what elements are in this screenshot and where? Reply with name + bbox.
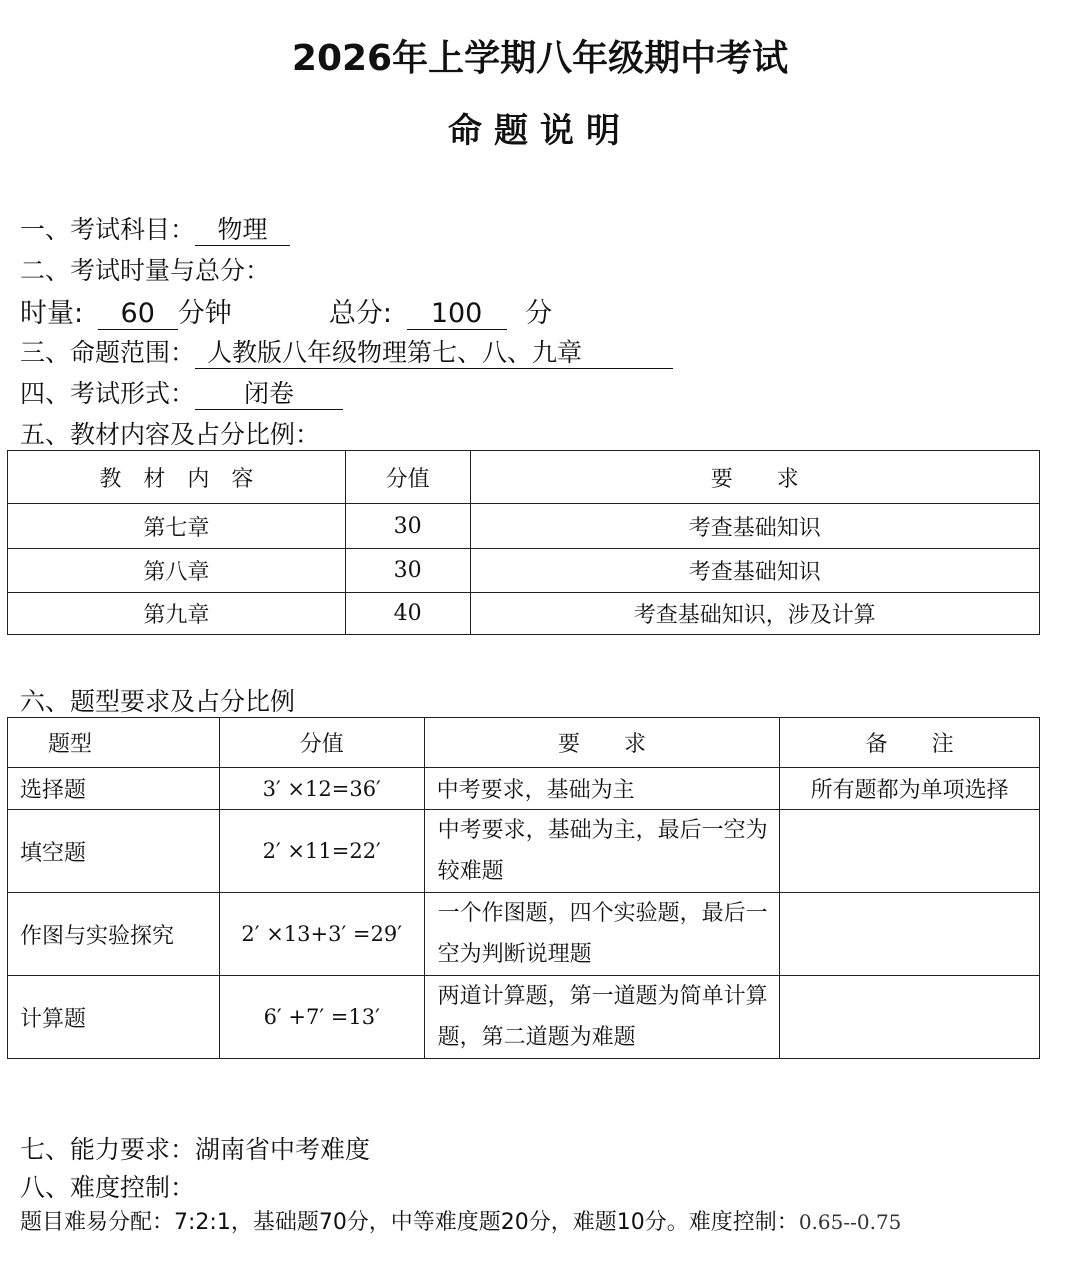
requirement-cell: 两道计算题，第一道题为简单计算题，第二道题为难题 bbox=[424, 976, 780, 1059]
content-heading: 五、教材内容及占分比例： bbox=[20, 420, 321, 449]
table-header-row bbox=[8, 718, 1040, 768]
scope-label: 三、命题范围： bbox=[20, 338, 196, 367]
score-cell: 30 bbox=[345, 504, 470, 549]
type-cell: 计算题 bbox=[8, 976, 220, 1059]
table-header-row bbox=[8, 451, 1040, 504]
header-requirement: 要 求 bbox=[470, 451, 1039, 504]
scope-value: 人教版八年级物理第七、八、九章 bbox=[195, 338, 673, 369]
distribution-text: 题目难易分配：7:2:1，基础题70分，中等难度题20分，难题10分。难度控制： bbox=[20, 1210, 799, 1235]
question-type-heading: 六、题型要求及占分比例 bbox=[20, 687, 296, 716]
requirement-cell: 考查基础知识 bbox=[470, 504, 1039, 549]
difficulty-heading: 八、难度控制： bbox=[20, 1173, 196, 1202]
table-row bbox=[8, 976, 1040, 1059]
table-row bbox=[8, 504, 1040, 549]
scope-line bbox=[20, 333, 673, 369]
time-total-line bbox=[20, 291, 552, 330]
table-row bbox=[8, 593, 1040, 635]
header-requirement: 要 求 bbox=[424, 718, 780, 768]
chapter-cell: 第九章 bbox=[8, 593, 346, 635]
total-value: 100 bbox=[407, 299, 507, 330]
total-label: 总分: bbox=[328, 298, 392, 329]
score-cell: 6′ +7′ =13′ bbox=[219, 976, 424, 1059]
header-content: 教 材 内 容 bbox=[8, 451, 346, 504]
form-value: 闭卷 bbox=[195, 379, 343, 410]
note-cell bbox=[780, 893, 1040, 976]
header-note: 备 注 bbox=[780, 718, 1040, 768]
chapter-cell: 第七章 bbox=[8, 504, 346, 549]
total-unit: 分 bbox=[525, 298, 553, 329]
score-cell: 3′ ×12=36′ bbox=[219, 768, 424, 810]
requirement-cell: 中考要求，基础为主，最后一空为较难题 bbox=[424, 810, 780, 893]
type-cell: 选择题 bbox=[8, 768, 220, 810]
time-value: 60 bbox=[98, 299, 178, 330]
header-type: 题型 bbox=[8, 718, 220, 768]
subject-label: 一、考试科目： bbox=[20, 215, 196, 244]
time-unit: 分钟 bbox=[177, 298, 232, 329]
time-total-heading: 二、考试时量与总分： bbox=[20, 256, 271, 285]
form-label: 四、考试形式： bbox=[20, 379, 196, 408]
requirement-cell: 考查基础知识 bbox=[470, 549, 1039, 593]
note-cell bbox=[780, 810, 1040, 893]
document-title: 2026年上学期八年级期中考试 bbox=[291, 38, 789, 79]
question-type-table bbox=[7, 717, 1040, 1059]
score-cell: 40 bbox=[345, 593, 470, 635]
subject-value: 物理 bbox=[195, 215, 290, 246]
score-cell: 2′ ×13+3′ =29′ bbox=[219, 893, 424, 976]
requirement-cell: 考查基础知识，涉及计算 bbox=[470, 593, 1039, 635]
subject-line bbox=[20, 210, 290, 246]
score-cell: 2′ ×11=22′ bbox=[219, 810, 424, 893]
header-score: 分值 bbox=[345, 451, 470, 504]
ability-line: 七、能力要求：湖南省中考难度 bbox=[20, 1135, 371, 1164]
content-table bbox=[7, 450, 1040, 635]
distribution-line bbox=[20, 1205, 901, 1236]
note-cell: 所有题都为单项选择 bbox=[780, 768, 1040, 810]
time-label: 时量: bbox=[20, 298, 84, 329]
score-cell: 30 bbox=[345, 549, 470, 593]
header-score: 分值 bbox=[219, 718, 424, 768]
document-subtitle: 命题说明 bbox=[448, 111, 632, 151]
table-row bbox=[8, 893, 1040, 976]
chapter-cell: 第八章 bbox=[8, 549, 346, 593]
requirement-cell: 一个作图题，四个实验题，最后一空为判断说理题 bbox=[424, 893, 780, 976]
form-line bbox=[20, 374, 343, 410]
table-row bbox=[8, 549, 1040, 593]
type-cell: 作图与实验探究 bbox=[8, 893, 220, 976]
difficulty-range: 0.65--0.75 bbox=[798, 1210, 902, 1234]
type-cell: 填空题 bbox=[8, 810, 220, 893]
note-cell bbox=[780, 976, 1040, 1059]
table-row bbox=[8, 768, 1040, 810]
table-row bbox=[8, 810, 1040, 893]
requirement-cell: 中考要求，基础为主 bbox=[424, 768, 780, 810]
